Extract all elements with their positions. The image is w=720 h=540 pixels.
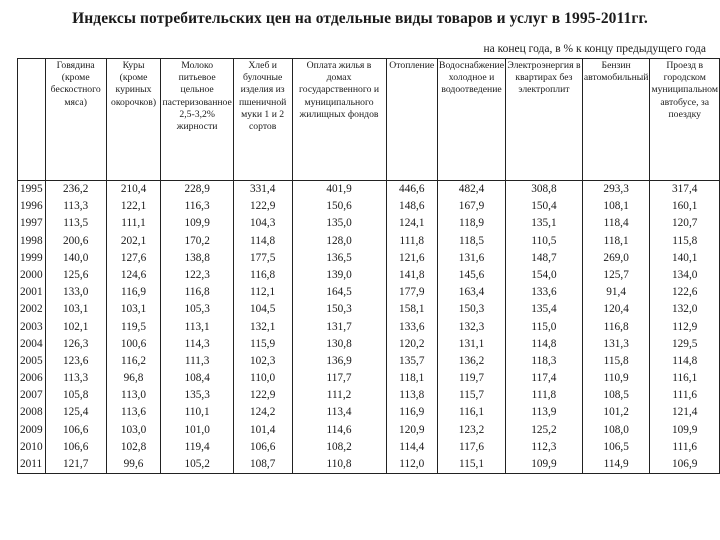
table-header-row (18, 59, 720, 181)
table-cell: 124,6 (120, 268, 147, 281)
value-column (45, 181, 106, 474)
table-cell: 108,4 (184, 372, 210, 385)
table-cell: 109,9 (672, 423, 698, 436)
year-label: 2011 (20, 458, 43, 470)
table-cell: 99,6 (123, 458, 144, 470)
table-cell: 101,4 (249, 423, 276, 436)
year-label: 2002 (20, 303, 43, 316)
table-cell: 116,1 (459, 406, 484, 419)
table-cell: 108,5 (603, 389, 629, 402)
table-cell: 113,1 (184, 320, 210, 333)
table-cell: 109,9 (531, 458, 557, 470)
table-cell: 129,5 (672, 337, 698, 350)
year-label: 2003 (20, 320, 43, 333)
table-cell: 103,1 (120, 303, 147, 316)
table-cell: 131,7 (326, 320, 352, 333)
table-cell: 114,3 (184, 337, 210, 350)
table-cell: 269,0 (603, 251, 629, 264)
table-cell: 111,3 (184, 354, 210, 367)
table-cell: 115,9 (250, 337, 276, 350)
year-label: 2000 (20, 268, 43, 281)
table-cell: 105,3 (184, 303, 210, 316)
column-header: Отопление (386, 59, 437, 181)
table-cell: 117,4 (531, 372, 557, 385)
table-cell: 102,3 (249, 354, 276, 367)
table-cell: 122,3 (184, 268, 210, 281)
year-label: 2008 (20, 406, 43, 419)
table-cell: 122,1 (120, 200, 147, 213)
table-cell: 154,0 (531, 268, 557, 281)
table-cell: 236,2 (62, 183, 89, 195)
table-cell: 108,2 (326, 440, 352, 453)
table-cell: 132,1 (249, 320, 276, 333)
price-index-table (17, 58, 720, 474)
value-column (506, 181, 583, 474)
table-cell: 120,7 (672, 217, 698, 230)
table-cell: 112,0 (399, 458, 425, 470)
table-cell: 106,6 (62, 440, 89, 453)
table-cell: 482,4 (458, 183, 485, 195)
column-header: Говядина (кроме бескостного мяса) (45, 59, 106, 181)
year-label: 2004 (20, 337, 43, 350)
table-cell: 114,6 (326, 423, 352, 436)
table-cell: 130,8 (326, 337, 352, 350)
year-label: 1995 (20, 183, 43, 195)
column-header: Бензин автомобильный (582, 59, 650, 181)
table-cell: 158,1 (399, 303, 425, 316)
table-cell: 116,8 (250, 268, 276, 281)
table-cell: 116,9 (399, 406, 425, 419)
table-cell: 117,7 (326, 372, 352, 385)
table-cell: 120,9 (399, 423, 425, 436)
table-cell: 401,9 (326, 183, 352, 195)
table-cell: 113,5 (63, 217, 89, 230)
table-cell: 124,1 (399, 217, 425, 230)
table-cell: 102,1 (62, 320, 89, 333)
table-cell: 113,8 (399, 389, 425, 402)
year-header-cell (18, 59, 46, 181)
table-cell: 126,3 (62, 337, 89, 350)
table-cell: 125,2 (531, 423, 557, 436)
table-cell: 106,5 (603, 440, 629, 453)
column-header: Оплата жилья в домах государственного и муниципального жилищных фондов (292, 59, 386, 181)
table-cell: 131,3 (603, 337, 629, 350)
table-cell: 131,1 (458, 337, 485, 350)
table-cell: 112,3 (531, 440, 557, 453)
table-cell: 112,9 (672, 320, 698, 333)
table-cell: 116,2 (121, 354, 147, 367)
table-cell: 105,8 (62, 389, 89, 402)
table-cell: 110,0 (250, 372, 276, 385)
column-header: Проезд в городском муниципальном автобусе, за поездку (650, 59, 720, 181)
year-label: 2001 (20, 286, 43, 299)
value-column (233, 181, 292, 474)
year-label: 2007 (20, 389, 43, 402)
table-cell: 115,1 (459, 458, 484, 470)
table-cell: 163,4 (458, 286, 485, 299)
table-cell: 102,8 (120, 440, 147, 453)
table-cell: 105,2 (184, 458, 210, 470)
table-cell: 121,4 (672, 406, 698, 419)
table-cell: 114,4 (399, 440, 425, 453)
table-cell: 113,9 (531, 406, 557, 419)
table-cell: 122,9 (249, 389, 276, 402)
table-cell: 110,8 (326, 458, 352, 470)
table-cell: 106,9 (672, 458, 698, 470)
table-cell: 170,2 (184, 234, 210, 247)
year-label: 2009 (20, 423, 43, 436)
table-cell: 111,6 (672, 389, 698, 402)
table-cell: 135,4 (531, 303, 557, 316)
table-cell: 150,6 (326, 200, 352, 213)
column-header: Молоко питьевое цельное пастеризованное 2,5-3,2% жирности (161, 59, 233, 181)
page-title: Индексы потребительских цен на отдельные виды товаров и услуг в 1995-2011гг. (72, 10, 648, 27)
table-cell: 228,9 (184, 183, 210, 195)
table-cell: 118,3 (531, 354, 557, 367)
table-cell: 121,7 (62, 458, 89, 470)
table-cell: 133,6 (531, 286, 557, 299)
table-cell: 108,1 (603, 200, 629, 213)
table-cell: 113,6 (121, 406, 147, 419)
column-header: Куры (кроме куриных окорочков) (106, 59, 161, 181)
value-column (161, 181, 233, 474)
table-cell: 113,4 (326, 406, 352, 419)
table-cell: 210,4 (120, 183, 147, 195)
table-cell: 140,0 (62, 251, 89, 264)
table-cell: 112,1 (250, 286, 276, 299)
column-header: Хлеб и булочные изделия из пшеничной муки 1 и 2 сортов (233, 59, 292, 181)
table-cell: 113,3 (63, 200, 89, 213)
table-cell: 134,0 (672, 268, 698, 281)
table-cell: 119,4 (184, 440, 210, 453)
table-cell: 135,1 (531, 217, 557, 230)
table-cell: 150,3 (326, 303, 352, 316)
table-cell: 110,1 (184, 406, 210, 419)
table-cell: 133,0 (62, 286, 89, 299)
table-cell: 139,0 (326, 268, 352, 281)
table-cell: 120,4 (603, 303, 629, 316)
table-cell: 119,7 (459, 372, 484, 385)
table-cell: 116,1 (672, 372, 698, 385)
table-subtitle: на конец года, в % к концу предыдущего года (483, 43, 706, 55)
table-cell: 101,0 (184, 423, 210, 436)
year-label: 1997 (20, 217, 43, 230)
table-cell: 138,8 (184, 251, 210, 264)
table-cell: 177,5 (249, 251, 276, 264)
table-cell: 148,7 (531, 251, 557, 264)
table-cell: 123,2 (458, 423, 485, 436)
table-cell: 118,1 (603, 234, 629, 247)
table-cell: 118,5 (459, 234, 484, 247)
table-cell: 202,1 (120, 234, 147, 247)
table-cell: 114,8 (531, 337, 557, 350)
table-cell: 115,0 (531, 320, 557, 333)
table-body-row (18, 181, 720, 474)
table-cell: 113,0 (121, 389, 147, 402)
table-cell: 124,2 (249, 406, 276, 419)
table-cell: 91,4 (606, 286, 627, 299)
year-label: 2006 (20, 372, 43, 385)
table-cell: 117,6 (459, 440, 484, 453)
table-cell: 116,8 (603, 320, 629, 333)
table-cell: 118,4 (603, 217, 629, 230)
table-cell: 106,6 (249, 440, 276, 453)
table-cell: 133,6 (399, 320, 425, 333)
table-cell: 135,3 (184, 389, 210, 402)
table-cell: 108,0 (603, 423, 629, 436)
table-cell: 331,4 (249, 183, 276, 195)
table-cell: 114,8 (672, 354, 698, 367)
table-cell: 150,3 (458, 303, 485, 316)
table-cell: 114,8 (250, 234, 276, 247)
table-cell: 317,4 (672, 183, 698, 195)
table-cell: 110,9 (603, 372, 629, 385)
table-cell: 446,6 (399, 183, 425, 195)
table-cell: 108,7 (249, 458, 276, 470)
table-cell: 164,5 (326, 286, 352, 299)
table-cell: 116,3 (184, 200, 210, 213)
year-label: 2010 (20, 440, 43, 453)
table-cell: 116,8 (184, 286, 210, 299)
table-cell: 125,4 (62, 406, 89, 419)
table-cell: 160,1 (672, 200, 698, 213)
table-cell: 116,9 (121, 286, 147, 299)
table-cell: 135,0 (326, 217, 352, 230)
table-cell: 119,5 (121, 320, 147, 333)
year-label: 1996 (20, 200, 43, 213)
table-cell: 123,6 (62, 354, 89, 367)
table-cell: 122,6 (672, 286, 698, 299)
table-cell: 104,3 (249, 217, 276, 230)
table-cell: 103,0 (120, 423, 147, 436)
table-cell: 135,7 (399, 354, 425, 367)
value-column (650, 181, 720, 474)
table-cell: 115,7 (459, 389, 484, 402)
table-cell: 140,1 (672, 251, 698, 264)
table-cell: 114,9 (603, 458, 629, 470)
table-cell: 136,9 (326, 354, 352, 367)
table-cell: 104,5 (249, 303, 276, 316)
table-cell: 103,1 (62, 303, 89, 316)
year-column (18, 181, 46, 474)
table-cell: 293,3 (603, 183, 629, 195)
table-cell: 111,6 (672, 440, 698, 453)
year-label: 2005 (20, 354, 43, 367)
table-cell: 136,2 (458, 354, 485, 367)
table-cell: 150,4 (531, 200, 557, 213)
value-column (292, 181, 386, 474)
table-cell: 120,2 (399, 337, 425, 350)
year-label: 1998 (20, 234, 43, 247)
table-cell: 110,5 (531, 234, 557, 247)
table-cell: 115,8 (603, 354, 629, 367)
table-cell: 111,8 (531, 389, 557, 402)
column-header: Электроэнергия в квартирах без электроплит (506, 59, 583, 181)
table-cell: 125,6 (62, 268, 89, 281)
column-header: Водоснабжение холодное и водоотведение (437, 59, 505, 181)
table-cell: 100,6 (120, 337, 147, 350)
table-cell: 118,1 (399, 372, 425, 385)
table-cell: 111,8 (399, 234, 425, 247)
table-cell: 122,9 (249, 200, 276, 213)
table-cell: 131,6 (458, 251, 485, 264)
table-cell: 101,2 (603, 406, 629, 419)
table-cell: 127,6 (120, 251, 147, 264)
table-cell: 96,8 (123, 372, 144, 385)
table-cell: 136,5 (326, 251, 352, 264)
table-cell: 121,6 (399, 251, 425, 264)
value-column (437, 181, 505, 474)
year-label: 1999 (20, 251, 43, 264)
table-cell: 145,6 (458, 268, 485, 281)
table-cell: 109,9 (184, 217, 210, 230)
table-cell: 177,9 (399, 286, 425, 299)
table-cell: 148,6 (399, 200, 425, 213)
table-cell: 118,9 (459, 217, 484, 230)
table-cell: 167,9 (458, 200, 485, 213)
value-column (106, 181, 161, 474)
table-cell: 141,8 (399, 268, 425, 281)
table-cell: 106,6 (62, 423, 89, 436)
table-cell: 111,1 (121, 217, 146, 230)
table-cell: 111,2 (326, 389, 352, 402)
table-cell: 115,8 (672, 234, 698, 247)
table-cell: 200,6 (62, 234, 89, 247)
table-cell: 113,3 (63, 372, 89, 385)
table-cell: 308,8 (531, 183, 557, 195)
table-cell: 132,0 (672, 303, 698, 316)
value-column (386, 181, 437, 474)
value-column (582, 181, 650, 474)
table-cell: 125,7 (603, 268, 629, 281)
table-cell: 128,0 (326, 234, 352, 247)
table-cell: 132,3 (458, 320, 485, 333)
